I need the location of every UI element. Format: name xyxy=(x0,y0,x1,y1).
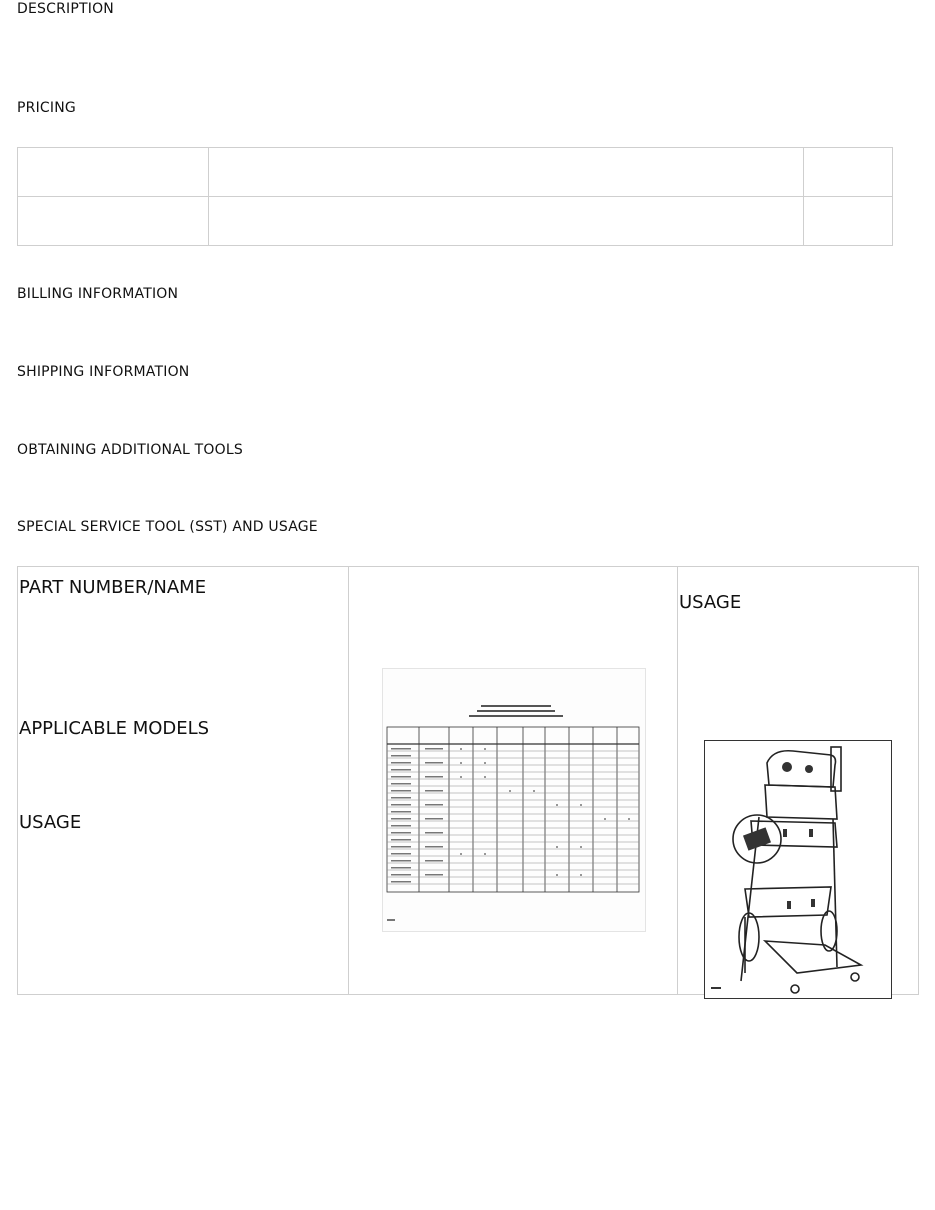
pricing-cell xyxy=(18,148,209,197)
applicable-models-label: APPLICABLE MODELS xyxy=(19,718,210,739)
pricing-cell xyxy=(804,197,893,246)
billing-heading: BILLING INFORMATION xyxy=(17,286,179,302)
pricing-cell xyxy=(804,148,893,197)
tool-cart-image xyxy=(704,740,892,999)
sst-table xyxy=(17,566,919,995)
sst-info-cell xyxy=(18,567,349,995)
description-heading: DESCRIPTION xyxy=(17,1,114,17)
table-row xyxy=(18,197,893,246)
pricing-cell xyxy=(209,148,804,197)
usage-label: USAGE xyxy=(19,812,82,833)
application-chart-image xyxy=(382,668,646,932)
part-number-label: PART NUMBER/NAME xyxy=(19,577,207,598)
pricing-cell xyxy=(18,197,209,246)
table-row xyxy=(18,148,893,197)
usage-right-label: USAGE xyxy=(679,592,742,613)
pricing-table xyxy=(17,147,893,246)
sst-cart-cell xyxy=(678,637,919,995)
sst-heading: SPECIAL SERVICE TOOL (SST) AND USAGE xyxy=(17,519,318,535)
shipping-heading: SHIPPING INFORMATION xyxy=(17,364,190,380)
pricing-cell xyxy=(209,197,804,246)
sst-usage-header-cell xyxy=(678,567,919,637)
obtaining-tools-heading: OBTAINING ADDITIONAL TOOLS xyxy=(17,442,243,458)
pricing-heading: PRICING xyxy=(17,100,76,116)
sst-chart-cell xyxy=(349,567,678,995)
